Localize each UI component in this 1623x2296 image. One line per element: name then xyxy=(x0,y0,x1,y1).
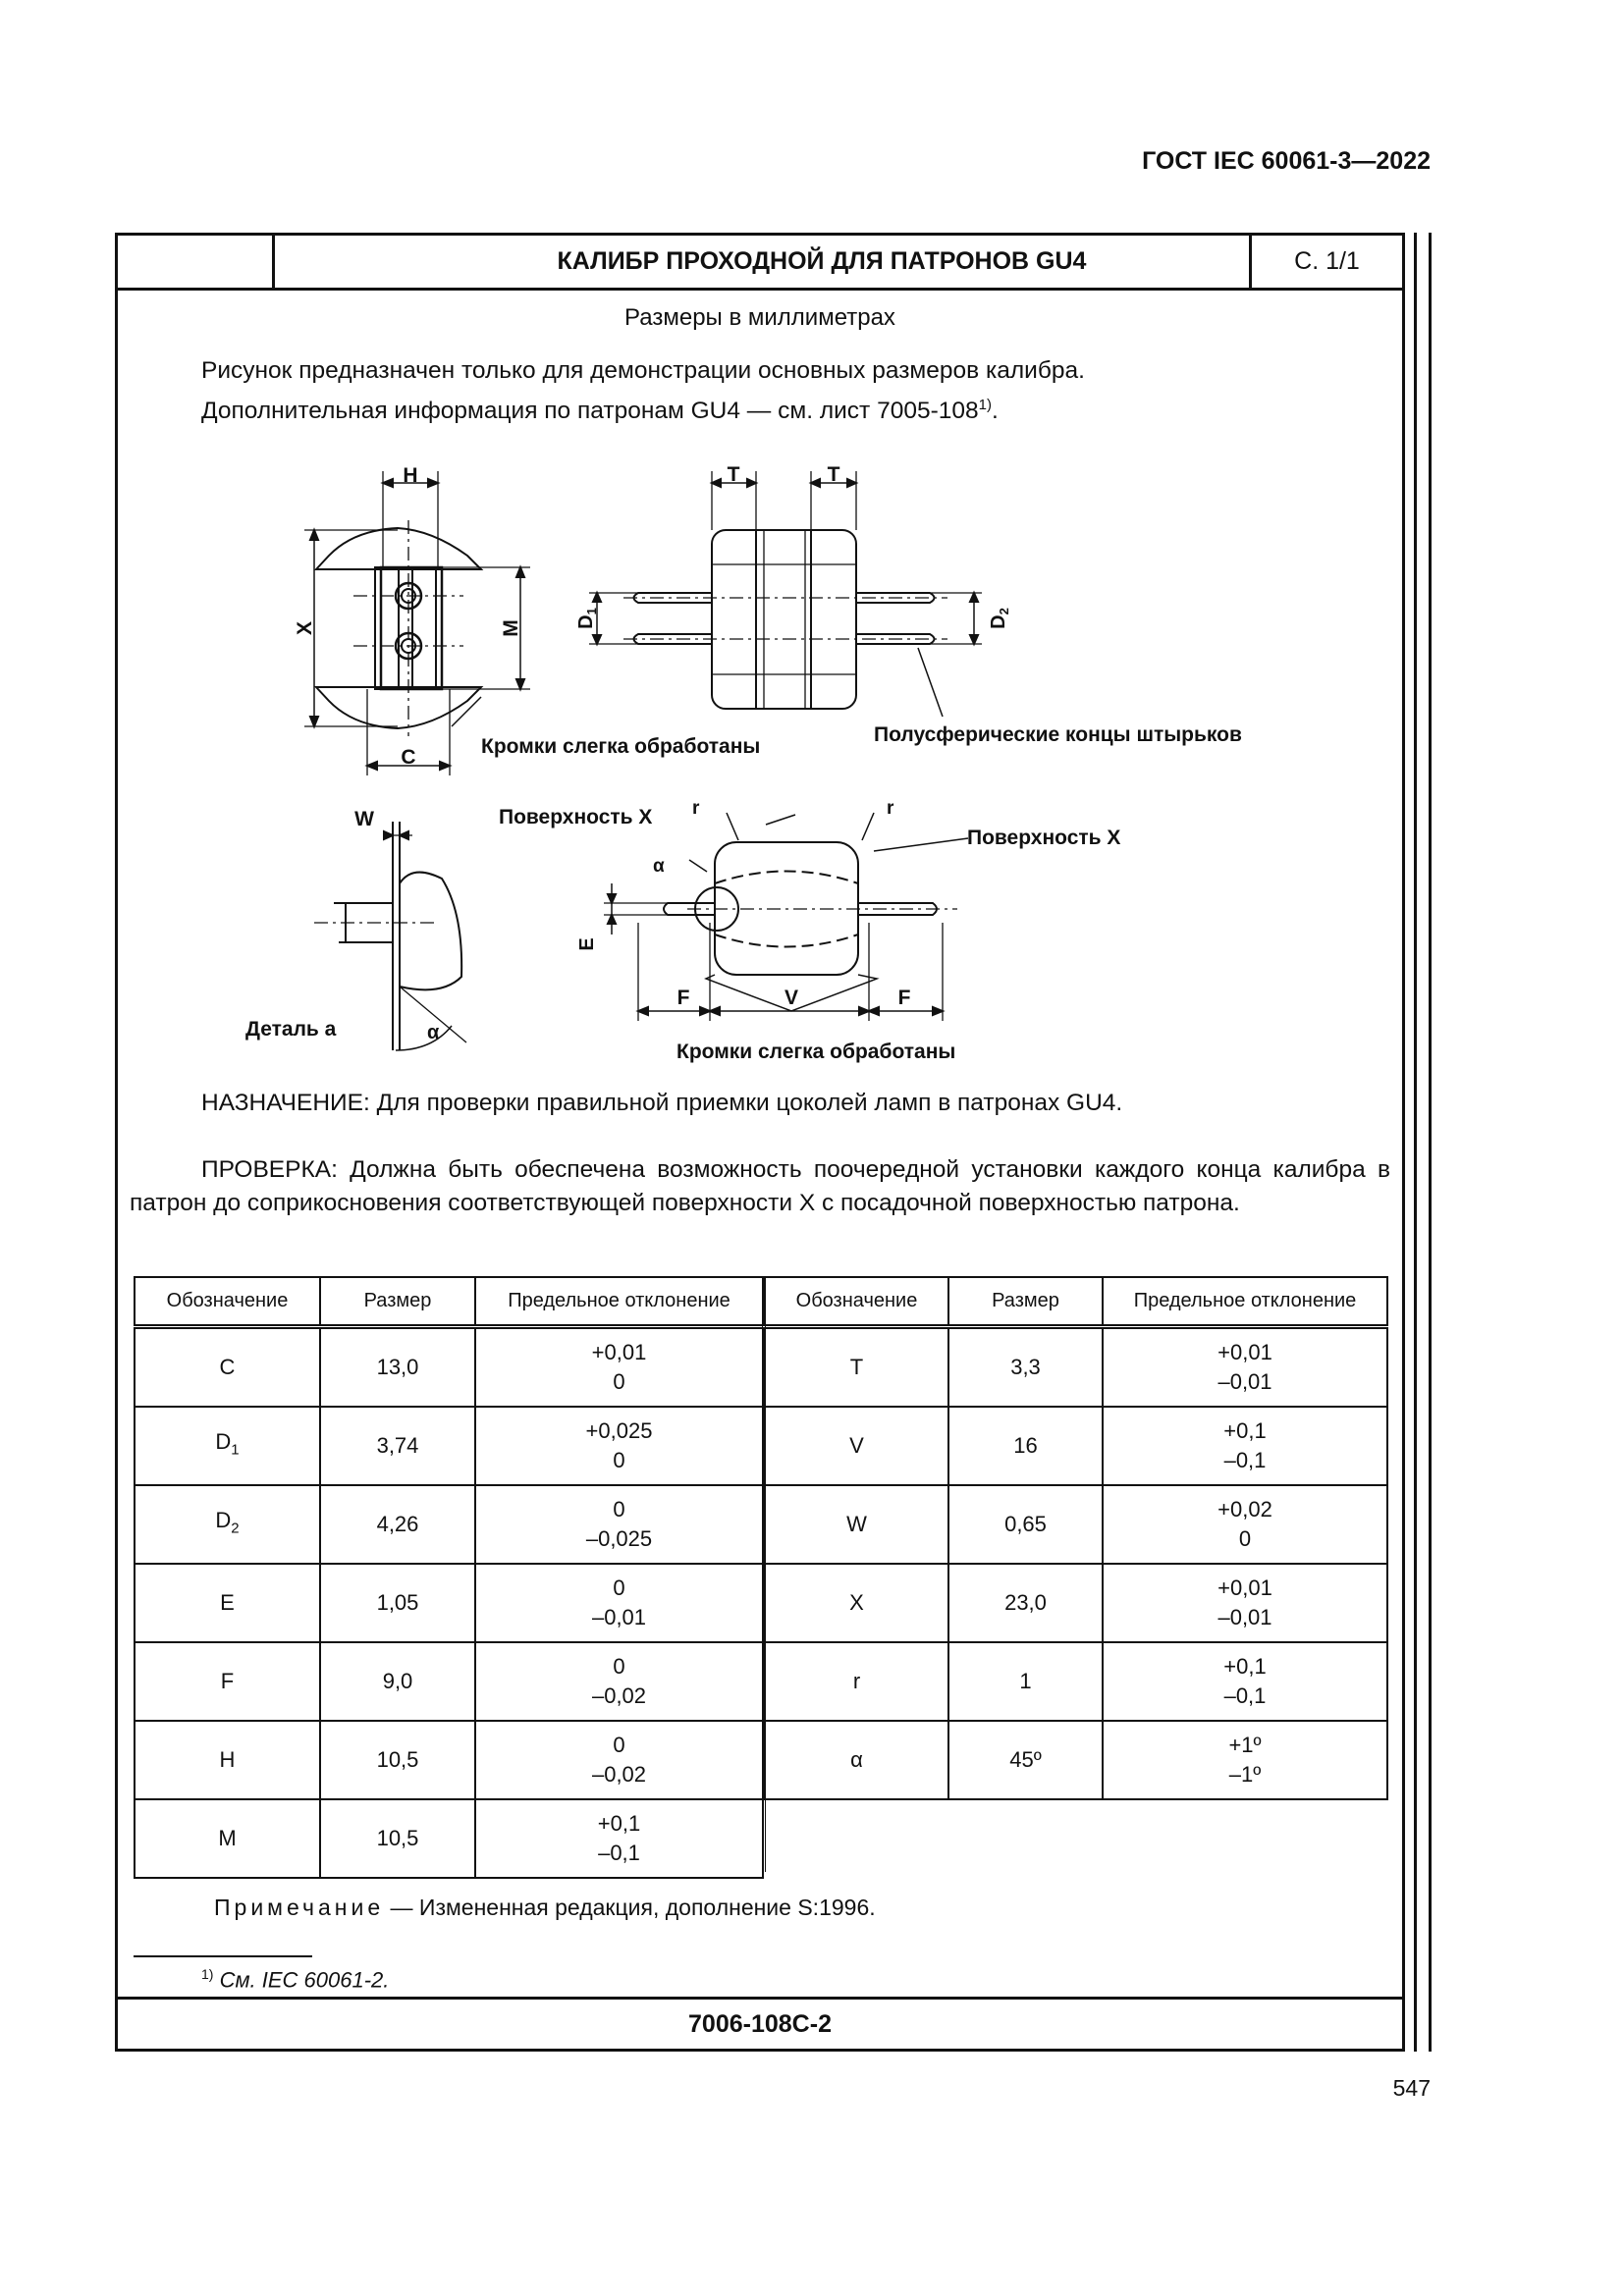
table-row: C 13,0 +0,01 0 xyxy=(135,1327,763,1408)
dimensions-table-right xyxy=(764,1276,1388,1800)
sheet-frame xyxy=(115,233,1405,2052)
table-row: α 45º +1º –1º xyxy=(765,1721,1387,1799)
col-header-symbol: Обозначение xyxy=(135,1277,320,1327)
sheet-title: КАЛИБР ПРОХОДНОЙ ДЛЯ ПАТРОНОВ GU4 xyxy=(557,247,1087,275)
col-header-size: Размер xyxy=(948,1277,1103,1327)
dim-label-x: X xyxy=(294,620,316,636)
radius-label-right: r xyxy=(887,798,894,819)
radius-label-left: r xyxy=(692,798,700,819)
footnote: $^{1)}$ См. IEC 60061-2. xyxy=(201,1966,390,1993)
front-view xyxy=(304,471,530,775)
surface-x-right-label: Поверхность X xyxy=(967,827,1121,849)
edges-note-bottom: Кромки слегка обработаны xyxy=(676,1041,956,1063)
standard-number: ГОСТ IEC 60061-3—2022 xyxy=(1142,147,1431,175)
edges-note-top: Кромки слегка обработаны xyxy=(481,735,761,758)
table-row: T 3,3 +0,01 –0,01 xyxy=(765,1327,1387,1408)
table-row: M 10,5 +0,1 –0,1 xyxy=(135,1799,763,1878)
table-row: F 9,0 0 –0,02 xyxy=(135,1642,763,1721)
table-row: V 16 +0,1 –0,1 xyxy=(765,1407,1387,1485)
page-number: 547 xyxy=(1392,2075,1431,2101)
table-header-row xyxy=(135,1277,763,1327)
alpha-label-detail: α xyxy=(427,1022,440,1043)
check-text: ПРОВЕРКА: Должна быть обеспечена возможность поочередной установки каждого конца калибра в патрон до соприкосновения соответствующей поверхности X с посадочной поверхностью патрона. xyxy=(130,1156,1390,1216)
dim-label-f-right: F xyxy=(897,987,911,1009)
pins-note: Полусферические концы штырьков xyxy=(874,723,1242,746)
table-row: E 1,05 0 –0,01 xyxy=(135,1564,763,1642)
dim-label-h: H xyxy=(403,464,418,487)
dim-label-t-right: T xyxy=(827,463,840,486)
dim-label-m: M xyxy=(500,619,522,637)
sheet-page: С. 1/1 xyxy=(1249,236,1402,288)
dim-label-d1: $D_1$ xyxy=(575,608,599,629)
dim-label-t-left: T xyxy=(727,463,740,486)
col-header-deviation: Предельное отклонение xyxy=(475,1277,763,1327)
col-header-symbol: Обозначение xyxy=(765,1277,948,1327)
dimensions-table-left xyxy=(134,1276,764,1879)
dim-label-w: W xyxy=(354,808,374,830)
table-header-row xyxy=(765,1277,1387,1327)
dim-label-c: C xyxy=(401,746,416,769)
table-row: X 23,0 +0,01 –0,01 xyxy=(765,1564,1387,1642)
dim-label-f-left: F xyxy=(676,987,690,1009)
col-header-size: Размер xyxy=(320,1277,475,1327)
table-row: W 0,65 +0,02 0 xyxy=(765,1485,1387,1564)
surface-x-left-label: Поверхность X xyxy=(499,806,653,828)
col-header-deviation: Предельное отклонение xyxy=(1103,1277,1387,1327)
intro-line-2: Дополнительная информация по патронам GU4 — см. лист 7005-108$^{1)}$. xyxy=(201,397,999,425)
gauge-drawing xyxy=(118,236,1402,1080)
side-view xyxy=(589,471,982,717)
footnote-divider xyxy=(134,1955,312,1957)
dim-label-e: E xyxy=(576,937,598,951)
detail-a-label: Деталь а xyxy=(245,1018,337,1041)
sheet-footer: 7006-108С-2 xyxy=(118,1997,1402,2049)
dim-label-d2: $D_2$ xyxy=(988,608,1011,629)
table-row: $D_1$ 3,74 +0,025 0 xyxy=(135,1407,763,1485)
detail-a-view xyxy=(314,822,466,1050)
frame-side-lines xyxy=(1414,233,1432,2052)
table-row: $D_2$ 4,26 0 –0,025 xyxy=(135,1485,763,1564)
intro-line-1: Рисунок предназначен только для демонстрации основных размеров калибра. xyxy=(201,357,1085,384)
units-note: Размеры в миллиметрах xyxy=(624,304,895,331)
alpha-label-bottom: α xyxy=(653,856,665,877)
remark-note: Примечание — Измененная редакция, дополнение S:1996. xyxy=(214,1895,876,1920)
table-row: r 1 +0,1 –0,1 xyxy=(765,1642,1387,1721)
dim-label-v: V xyxy=(784,987,799,1009)
table-row: H 10,5 0 –0,02 xyxy=(135,1721,763,1799)
purpose-text: НАЗНАЧЕНИЕ: Для проверки правильной приемки цоколей ламп в патронах GU4. xyxy=(201,1090,1123,1116)
